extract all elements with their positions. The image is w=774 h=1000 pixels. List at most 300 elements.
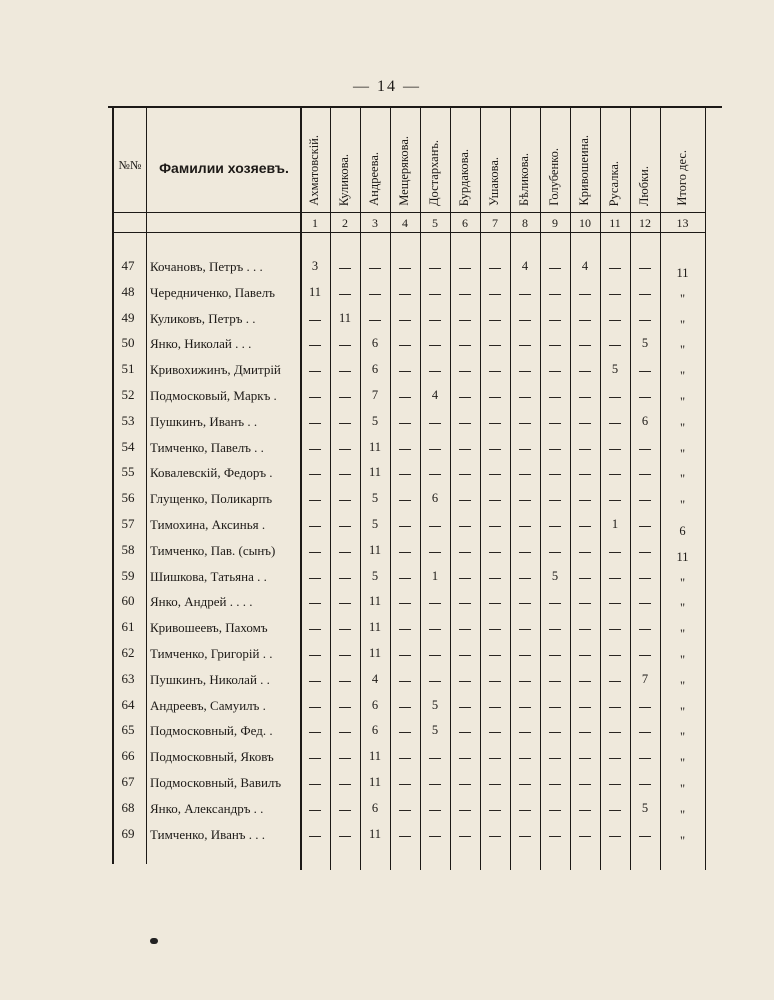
- empty-cell-dash: [309, 784, 321, 785]
- empty-cell-dash: [429, 655, 441, 656]
- cell-value: 11: [368, 439, 382, 454]
- empty-cell-dash: [429, 603, 441, 604]
- empty-cell-dash: [519, 320, 531, 321]
- empty-cell-dash: [489, 629, 501, 630]
- empty-cell-dash: [549, 397, 561, 398]
- row-owner-name: Пушкинъ, Иванъ . .: [150, 413, 258, 429]
- cell-value: 6: [371, 362, 379, 377]
- cell-value: ": [679, 498, 686, 513]
- empty-cell-dash: [309, 397, 321, 398]
- empty-cell-dash: [579, 449, 591, 450]
- empty-cell-dash: [639, 371, 651, 372]
- column-header-label: Ахматовскій.: [307, 135, 321, 206]
- empty-cell-dash: [489, 732, 501, 733]
- empty-cell-dash: [309, 758, 321, 759]
- empty-cell-dash: [609, 320, 621, 321]
- row-owner-name: Тимченко, Пав. (сынъ): [150, 542, 276, 558]
- row-number: 47: [121, 258, 135, 273]
- number-row-rule: [112, 232, 706, 233]
- empty-cell-dash: [339, 500, 351, 501]
- row-number: 66: [121, 748, 135, 764]
- empty-cell-dash: [579, 294, 591, 295]
- empty-cell-dash: [459, 758, 471, 759]
- cell-value: 5: [371, 413, 379, 428]
- empty-cell-dash: [459, 603, 471, 604]
- empty-cell-dash: [519, 294, 531, 295]
- cell-value: ": [679, 575, 686, 590]
- column-header-label: Русалка.: [607, 160, 621, 206]
- empty-cell-dash: [519, 629, 531, 630]
- empty-cell-dash: [639, 655, 651, 656]
- empty-cell-dash: [489, 397, 501, 398]
- empty-cell-dash: [399, 423, 411, 424]
- empty-cell-dash: [519, 810, 531, 811]
- empty-cell-dash: [429, 345, 441, 346]
- empty-cell-dash: [609, 268, 621, 269]
- empty-cell-dash: [309, 603, 321, 604]
- cell-value: 11: [368, 465, 382, 480]
- empty-cell-dash: [579, 552, 591, 553]
- empty-cell-dash: [399, 449, 411, 450]
- empty-cell-dash: [609, 294, 621, 295]
- row-owner-name: Янко, Андрей . . . .: [150, 594, 253, 610]
- empty-cell-dash: [489, 371, 501, 372]
- cell-value: 11: [368, 646, 382, 660]
- empty-cell-dash: [309, 578, 321, 579]
- empty-cell-dash: [639, 500, 651, 501]
- empty-cell-dash: [459, 552, 471, 553]
- row-number: 50: [121, 335, 135, 351]
- cell-value: ": [679, 678, 686, 693]
- empty-cell-dash: [339, 810, 351, 811]
- cell-value: 6: [371, 723, 379, 738]
- empty-cell-dash: [459, 784, 471, 785]
- empty-cell-dash: [549, 268, 561, 269]
- column-header-label: Кривошеина.: [577, 135, 591, 206]
- row-number: 49: [121, 309, 135, 325]
- cell-value: ": [679, 472, 686, 487]
- row-owner-name: Ковалевскій, Федоръ .: [150, 465, 273, 481]
- empty-cell-dash: [609, 603, 621, 604]
- empty-cell-dash: [399, 578, 411, 579]
- column-header-number: 7: [492, 216, 498, 230]
- cell-value: ": [679, 420, 686, 435]
- empty-cell-dash: [459, 526, 471, 527]
- empty-cell-dash: [459, 474, 471, 475]
- empty-cell-dash: [399, 526, 411, 527]
- cell-value: 6: [371, 800, 379, 815]
- empty-cell-dash: [639, 320, 651, 321]
- row-number: 52: [121, 387, 135, 402]
- empty-cell-dash: [459, 655, 471, 656]
- column-header-number: 6: [462, 216, 468, 230]
- empty-cell-dash: [549, 294, 561, 295]
- cell-value: ": [679, 317, 686, 332]
- number-column-divider: [146, 108, 147, 864]
- empty-cell-dash: [369, 294, 381, 295]
- empty-cell-dash: [549, 707, 561, 708]
- empty-cell-dash: [639, 784, 651, 785]
- empty-cell-dash: [339, 449, 351, 450]
- empty-cell-dash: [579, 810, 591, 811]
- empty-cell-dash: [459, 629, 471, 630]
- row-number: 51: [121, 361, 135, 377]
- cell-value: 6: [371, 697, 379, 712]
- empty-cell-dash: [339, 397, 351, 398]
- cell-value: 6: [641, 413, 649, 428]
- empty-cell-dash: [459, 294, 471, 295]
- empty-cell-dash: [459, 449, 471, 450]
- empty-cell-dash: [579, 784, 591, 785]
- cell-value: 11: [368, 542, 382, 557]
- empty-cell-dash: [309, 345, 321, 346]
- empty-cell-dash: [399, 836, 411, 837]
- empty-cell-dash: [369, 268, 381, 269]
- cell-value: 5: [431, 697, 439, 712]
- empty-cell-dash: [489, 526, 501, 527]
- empty-cell-dash: [399, 603, 411, 604]
- empty-cell-dash: [609, 345, 621, 346]
- cell-value: 4: [431, 388, 439, 402]
- empty-cell-dash: [429, 268, 441, 269]
- empty-cell-dash: [609, 423, 621, 424]
- empty-cell-dash: [459, 320, 471, 321]
- empty-cell-dash: [579, 320, 591, 321]
- empty-cell-dash: [459, 371, 471, 372]
- cell-value: 11: [676, 549, 689, 564]
- empty-cell-dash: [339, 526, 351, 527]
- cell-value: 5: [371, 517, 379, 531]
- cell-value: 4: [371, 671, 379, 686]
- empty-cell-dash: [429, 810, 441, 811]
- empty-cell-dash: [339, 294, 351, 295]
- cell-value: 4: [521, 259, 529, 273]
- column-divider: [660, 108, 661, 870]
- empty-cell-dash: [489, 603, 501, 604]
- column-header-number: 12: [639, 216, 651, 230]
- empty-cell-dash: [549, 552, 561, 553]
- empty-cell-dash: [549, 681, 561, 682]
- cell-value: 11: [676, 266, 689, 280]
- empty-cell-dash: [489, 294, 501, 295]
- column-header-label: Куликова.: [337, 153, 351, 206]
- column-header-number: 2: [342, 216, 348, 230]
- empty-cell-dash: [489, 474, 501, 475]
- row-number: 48: [121, 283, 135, 299]
- empty-cell-dash: [519, 681, 531, 682]
- column-header-label: Ушакова.: [487, 156, 501, 206]
- cell-value: ": [679, 782, 686, 796]
- row-number: 53: [121, 412, 135, 428]
- empty-cell-dash: [639, 397, 651, 398]
- row-owner-name: Андреевъ, Самуилъ .: [150, 697, 266, 713]
- cell-value: 11: [368, 594, 382, 609]
- row-owner-name: Пушкинъ, Николай . .: [150, 671, 270, 687]
- empty-cell-dash: [309, 423, 321, 424]
- empty-cell-dash: [429, 526, 441, 527]
- empty-cell-dash: [609, 578, 621, 579]
- empty-cell-dash: [549, 526, 561, 527]
- cell-value: ": [679, 446, 686, 461]
- empty-cell-dash: [459, 345, 471, 346]
- column-header-number: 1: [312, 216, 318, 230]
- column-header-number: 11: [609, 216, 621, 230]
- empty-cell-dash: [609, 758, 621, 759]
- empty-cell-dash: [579, 423, 591, 424]
- empty-cell-dash: [309, 552, 321, 553]
- empty-cell-dash: [399, 681, 411, 682]
- empty-cell-dash: [609, 552, 621, 553]
- empty-cell-dash: [309, 836, 321, 837]
- empty-cell-dash: [519, 784, 531, 785]
- column-header-label: Любки.: [637, 165, 651, 206]
- empty-cell-dash: [609, 707, 621, 708]
- empty-cell-dash: [519, 758, 531, 759]
- empty-cell-dash: [549, 810, 561, 811]
- number-column-header: №№: [118, 158, 142, 172]
- empty-cell-dash: [579, 397, 591, 398]
- empty-cell-dash: [339, 474, 351, 475]
- empty-cell-dash: [579, 836, 591, 837]
- column-header-number: 10: [579, 216, 591, 230]
- row-owner-name: Кривохижинъ, Дмитрій: [150, 362, 281, 378]
- empty-cell-dash: [399, 345, 411, 346]
- cell-value: 11: [368, 749, 382, 764]
- empty-cell-dash: [639, 732, 651, 733]
- empty-cell-dash: [459, 397, 471, 398]
- row-owner-name: Шишкова, Татьяна . .: [150, 568, 267, 584]
- cell-value: 5: [641, 800, 649, 815]
- empty-cell-dash: [339, 836, 351, 837]
- row-owner-name: Янко, Николай . . .: [150, 336, 252, 352]
- cell-value: ": [679, 395, 686, 409]
- row-owner-name: Подмосковый, Маркъ .: [150, 388, 277, 403]
- column-header-number: 8: [522, 216, 528, 230]
- empty-cell-dash: [309, 655, 321, 656]
- empty-cell-dash: [459, 836, 471, 837]
- empty-cell-dash: [399, 268, 411, 269]
- empty-cell-dash: [459, 810, 471, 811]
- empty-cell-dash: [609, 397, 621, 398]
- empty-cell-dash: [549, 629, 561, 630]
- cell-value: 5: [371, 491, 379, 506]
- empty-cell-dash: [549, 655, 561, 656]
- empty-cell-dash: [459, 707, 471, 708]
- cell-value: ": [679, 627, 686, 642]
- empty-cell-dash: [339, 784, 351, 785]
- empty-cell-dash: [429, 784, 441, 785]
- column-header-label: Андреева.: [367, 152, 381, 206]
- empty-cell-dash: [309, 474, 321, 475]
- column-header-label: Голубенко.: [547, 148, 561, 206]
- empty-cell-dash: [399, 629, 411, 630]
- cell-value: 5: [641, 336, 649, 351]
- empty-cell-dash: [639, 268, 651, 269]
- empty-cell-dash: [339, 629, 351, 630]
- empty-cell-dash: [579, 578, 591, 579]
- empty-cell-dash: [459, 681, 471, 682]
- column-divider: [705, 108, 706, 870]
- row-owner-name: Куликовъ, Петръ . .: [150, 310, 256, 326]
- empty-cell-dash: [489, 449, 501, 450]
- cell-value: 11: [368, 775, 382, 789]
- empty-cell-dash: [579, 345, 591, 346]
- cell-value: 7: [371, 388, 379, 402]
- row-owner-name: Подмосковный, Фед. .: [150, 723, 273, 739]
- empty-cell-dash: [579, 732, 591, 733]
- cell-value: 5: [431, 723, 439, 738]
- empty-cell-dash: [489, 578, 501, 579]
- empty-cell-dash: [339, 758, 351, 759]
- row-owner-name: Тимченко, Иванъ . . .: [150, 826, 266, 842]
- cell-value: ": [679, 730, 686, 745]
- empty-cell-dash: [399, 397, 411, 398]
- empty-cell-dash: [609, 836, 621, 837]
- cell-value: 5: [611, 362, 619, 377]
- cell-value: ": [679, 704, 686, 719]
- empty-cell-dash: [519, 707, 531, 708]
- empty-cell-dash: [579, 371, 591, 372]
- empty-cell-dash: [309, 681, 321, 682]
- cell-value: 6: [371, 336, 379, 351]
- empty-cell-dash: [489, 345, 501, 346]
- empty-cell-dash: [549, 474, 561, 475]
- cell-value: ": [679, 833, 686, 848]
- empty-cell-dash: [639, 629, 651, 630]
- row-owner-name: Чередниченко, Павелъ: [150, 284, 275, 300]
- empty-cell-dash: [489, 268, 501, 269]
- empty-cell-dash: [429, 320, 441, 321]
- empty-cell-dash: [549, 423, 561, 424]
- empty-cell-dash: [609, 449, 621, 450]
- empty-cell-dash: [339, 707, 351, 708]
- column-header-number: 13: [676, 216, 689, 230]
- cell-value: ": [679, 653, 686, 667]
- row-number: 60: [121, 593, 135, 609]
- empty-cell-dash: [609, 629, 621, 630]
- empty-cell-dash: [549, 371, 561, 372]
- column-header-number: 5: [432, 216, 438, 230]
- empty-cell-dash: [489, 810, 501, 811]
- cell-value: ": [679, 756, 686, 771]
- empty-cell-dash: [519, 552, 531, 553]
- empty-cell-dash: [639, 294, 651, 295]
- empty-cell-dash: [339, 345, 351, 346]
- row-owner-name: Кривошеевъ, Пахомъ: [150, 620, 268, 636]
- empty-cell-dash: [429, 681, 441, 682]
- empty-cell-dash: [519, 500, 531, 501]
- cell-value: 6: [679, 524, 686, 538]
- empty-cell-dash: [399, 294, 411, 295]
- empty-cell-dash: [429, 836, 441, 837]
- row-number: 59: [121, 567, 135, 583]
- empty-cell-dash: [519, 423, 531, 424]
- row-owner-name: Тимохина, Аксинья .: [150, 517, 266, 532]
- row-owner-name: Тимченко, Павелъ . .: [150, 439, 264, 455]
- empty-cell-dash: [399, 732, 411, 733]
- empty-cell-dash: [519, 526, 531, 527]
- page-number: — 14 —: [353, 78, 421, 95]
- column-header-label: Бѣликова.: [517, 153, 531, 206]
- row-number: 54: [121, 438, 135, 454]
- empty-cell-dash: [309, 500, 321, 501]
- empty-cell-dash: [519, 836, 531, 837]
- cell-value: 7: [641, 671, 649, 686]
- empty-cell-dash: [399, 474, 411, 475]
- cell-value: ": [679, 369, 686, 384]
- row-number: 57: [121, 516, 135, 531]
- cell-value: 11: [368, 826, 382, 841]
- empty-cell-dash: [579, 681, 591, 682]
- column-header-number: 9: [552, 216, 558, 230]
- empty-cell-dash: [519, 655, 531, 656]
- empty-cell-dash: [579, 655, 591, 656]
- empty-cell-dash: [549, 320, 561, 321]
- empty-cell-dash: [639, 836, 651, 837]
- empty-cell-dash: [309, 732, 321, 733]
- row-owner-name: Подмосковный, Вавилъ: [150, 775, 282, 790]
- empty-cell-dash: [639, 474, 651, 475]
- column-header-label: Мещерякова.: [397, 136, 411, 206]
- row-owner-name: Тимченко, Григорій . .: [150, 646, 273, 661]
- row-number: 63: [121, 670, 135, 686]
- empty-cell-dash: [489, 758, 501, 759]
- cell-value: 5: [551, 568, 559, 583]
- empty-cell-dash: [429, 474, 441, 475]
- row-owner-name: Подмосковный, Яковъ: [150, 749, 274, 765]
- empty-cell-dash: [489, 681, 501, 682]
- empty-cell-dash: [609, 681, 621, 682]
- column-header-label: Итого дес.: [674, 150, 689, 206]
- empty-cell-dash: [639, 552, 651, 553]
- row-number: 65: [121, 722, 135, 738]
- empty-cell-dash: [399, 552, 411, 553]
- empty-cell-dash: [429, 449, 441, 450]
- cell-value: ": [679, 343, 686, 358]
- empty-cell-dash: [399, 500, 411, 501]
- row-owner-name: Кочановъ, Петръ . . .: [150, 259, 263, 274]
- row-number: 69: [121, 825, 135, 841]
- empty-cell-dash: [399, 707, 411, 708]
- empty-cell-dash: [549, 345, 561, 346]
- cell-value: 11: [308, 284, 322, 299]
- empty-cell-dash: [429, 294, 441, 295]
- empty-cell-dash: [579, 758, 591, 759]
- empty-cell-dash: [429, 423, 441, 424]
- empty-cell-dash: [549, 758, 561, 759]
- row-number: 64: [121, 696, 135, 712]
- empty-cell-dash: [549, 836, 561, 837]
- empty-cell-dash: [519, 371, 531, 372]
- empty-cell-dash: [519, 732, 531, 733]
- empty-cell-dash: [609, 655, 621, 656]
- empty-cell-dash: [459, 423, 471, 424]
- empty-cell-dash: [519, 345, 531, 346]
- empty-cell-dash: [339, 371, 351, 372]
- empty-cell-dash: [399, 371, 411, 372]
- column-header-label: Достарханъ.: [427, 140, 441, 206]
- empty-cell-dash: [639, 707, 651, 708]
- empty-cell-dash: [489, 500, 501, 501]
- empty-cell-dash: [399, 758, 411, 759]
- empty-cell-dash: [519, 578, 531, 579]
- row-owner-name: Янко, Александръ . .: [150, 800, 264, 816]
- empty-cell-dash: [639, 449, 651, 450]
- empty-cell-dash: [549, 732, 561, 733]
- name-column-header: Фамилии хозяевъ.: [159, 160, 289, 176]
- cell-value: 4: [581, 259, 589, 273]
- empty-cell-dash: [639, 526, 651, 527]
